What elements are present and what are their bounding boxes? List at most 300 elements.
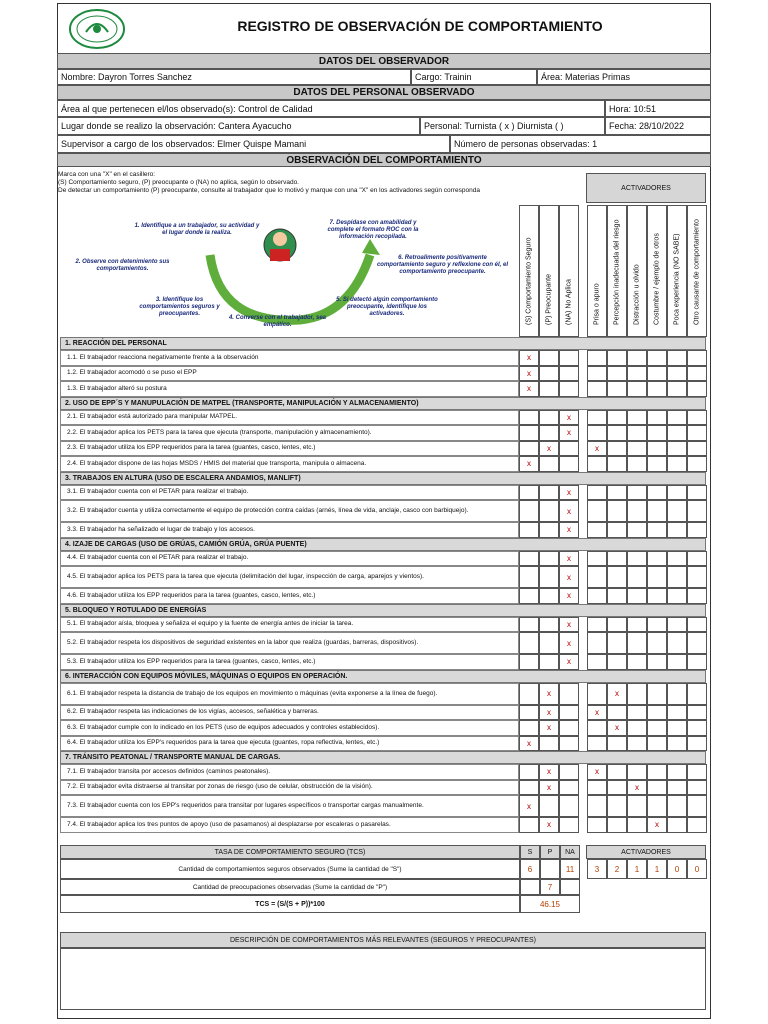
checkbox-cell[interactable] xyxy=(667,350,687,366)
checkbox-cell[interactable] xyxy=(667,566,687,588)
table-row: 4.5. El trabajador aplica los PETS para la tarea que ejecuta (delimitación del lugar, inspección de carga, aparejos y vientos). xyxy=(60,566,519,588)
column-header-label: Poca experiencia (NO SABE) xyxy=(673,233,681,325)
column-header-label: (NA) No Aplica xyxy=(565,279,573,325)
checkbox-cell[interactable] xyxy=(667,780,687,796)
checkbox-cell[interactable] xyxy=(607,617,627,633)
checkbox-cell[interactable] xyxy=(587,410,607,426)
checkbox-cell[interactable] xyxy=(519,566,539,588)
lugar: Lugar donde se realizo la observación: Cantera Ayacucho xyxy=(57,117,420,135)
checkbox-cell[interactable] xyxy=(519,720,539,736)
checkbox-cell[interactable] xyxy=(519,632,539,654)
observer-cargo: Cargo: Trainin xyxy=(411,69,537,85)
checkbox-cell[interactable] xyxy=(519,441,539,457)
section-header: 7. TRÁNSITO PEATONAL / TRANSPORTE MANUAL DE CARGAS. xyxy=(60,751,706,764)
description-textarea[interactable] xyxy=(60,948,706,1010)
checkbox-cell[interactable] xyxy=(587,381,607,397)
checkbox-cell[interactable] xyxy=(587,566,607,588)
column-header xyxy=(667,205,687,337)
checkbox-cell[interactable] xyxy=(627,632,647,654)
table-row: 7.3. El trabajador cuenta con los EPP's requeridos para transitar por lugares específicos o transportar cargas manualmente. xyxy=(60,795,519,817)
checkbox-cell[interactable] xyxy=(539,588,559,604)
section-header: 5. BLOQUEO Y ROTULADO DE ENERGÍAS xyxy=(60,604,706,617)
checkbox-cell[interactable] xyxy=(607,632,627,654)
checkbox-cell[interactable]: x xyxy=(647,817,667,833)
checkbox-cell[interactable] xyxy=(539,551,559,567)
column-header-label: Percepción inadecuada del riesgo xyxy=(613,219,621,325)
checkbox-cell[interactable] xyxy=(559,795,579,817)
process-diagram xyxy=(70,215,510,335)
checkbox-cell[interactable] xyxy=(587,617,607,633)
instruction-line: De detectar un comportamiento (P) preocupante, consulte al trabajador que lo motivó y marque con una "X" en los activadores según corresponda xyxy=(58,187,480,194)
fecha: Fecha: 28/10/2022 xyxy=(605,117,711,135)
checkbox-cell[interactable]: x xyxy=(559,588,579,604)
activator-count: 2 xyxy=(607,859,627,879)
checkbox-cell[interactable] xyxy=(627,366,647,382)
numero-personas: Número de personas observadas: 1 xyxy=(450,135,711,153)
checkbox-cell[interactable]: x xyxy=(559,500,579,522)
company-logo xyxy=(68,8,126,50)
checkbox-cell[interactable] xyxy=(587,425,607,441)
checkbox-cell[interactable] xyxy=(627,654,647,670)
checkbox-cell[interactable] xyxy=(687,500,707,522)
checkbox-cell[interactable] xyxy=(667,485,687,501)
checkbox-cell[interactable]: x xyxy=(607,720,627,736)
checkbox-cell[interactable] xyxy=(539,566,559,588)
checkbox-cell[interactable] xyxy=(687,817,707,833)
checkbox-cell[interactable] xyxy=(647,441,667,457)
step-7: 7. Despídase con amabilidad y complete el formato ROC con la información recopilada. xyxy=(327,220,419,240)
checkbox-cell[interactable] xyxy=(627,720,647,736)
checkbox-cell[interactable]: x xyxy=(539,817,559,833)
checkbox-cell[interactable] xyxy=(607,381,627,397)
table-row: 3.2. El trabajador cuenta y utiliza correctamente el equipo de protección contra caídas (arnés, línea de vida, anclaje, casco con barbiquejo). xyxy=(60,500,519,522)
checkbox-cell[interactable] xyxy=(647,588,667,604)
checkbox-cell[interactable] xyxy=(647,456,667,472)
checkbox-cell[interactable] xyxy=(647,350,667,366)
checkbox-cell[interactable] xyxy=(607,485,627,501)
table-row: 5.2. El trabajador respeta los dispositivos de seguridad existentes en la labor que realiza (guardas, barreras, dispositivos). xyxy=(60,632,519,654)
checkbox-cell[interactable] xyxy=(607,795,627,817)
checkbox-cell[interactable] xyxy=(607,566,627,588)
checkbox-cell[interactable] xyxy=(627,381,647,397)
checkbox-cell[interactable] xyxy=(539,632,559,654)
checkbox-cell[interactable] xyxy=(627,764,647,780)
checkbox-cell[interactable]: x xyxy=(539,441,559,457)
area-observed: Área al que pertenecen el/los observado(s): Control de Calidad xyxy=(57,100,605,117)
table-row: 1.2. El trabajador acomodó o se puso el EPP xyxy=(60,366,519,382)
checkbox-cell[interactable] xyxy=(667,441,687,457)
checkbox-cell[interactable] xyxy=(647,720,667,736)
checkbox-cell[interactable]: x xyxy=(587,441,607,457)
checkbox-cell[interactable] xyxy=(627,522,647,538)
checkbox-cell[interactable] xyxy=(607,410,627,426)
checkbox-cell[interactable] xyxy=(519,410,539,426)
checkbox-cell[interactable] xyxy=(519,551,539,567)
checkbox-cell[interactable] xyxy=(627,500,647,522)
checkbox-cell[interactable] xyxy=(539,654,559,670)
table-row: 6.3. El trabajador cumple con lo indicado en los PETS (uso de equipos adecuados y controles establecidos). xyxy=(60,720,519,736)
instruction-line: Marca con una "X" en el casillero: xyxy=(58,171,156,178)
checkbox-cell[interactable] xyxy=(539,736,559,752)
checkbox-cell[interactable] xyxy=(667,456,687,472)
checkbox-cell[interactable] xyxy=(607,736,627,752)
checkbox-cell[interactable] xyxy=(667,764,687,780)
checkbox-cell[interactable]: x xyxy=(559,632,579,654)
checkbox-cell[interactable] xyxy=(607,366,627,382)
table-row: 2.1. El trabajador está autorizado para manipular MATPEL. xyxy=(60,410,519,426)
checkbox-cell[interactable] xyxy=(559,350,579,366)
checkbox-cell[interactable] xyxy=(519,705,539,721)
checkbox-cell[interactable] xyxy=(647,522,667,538)
checkbox-cell[interactable] xyxy=(559,366,579,382)
checkbox-cell[interactable] xyxy=(587,795,607,817)
checkbox-cell[interactable] xyxy=(559,441,579,457)
checkbox-cell[interactable] xyxy=(627,683,647,705)
personnel-section-title: DATOS DEL PERSONAL OBSERVADO xyxy=(57,85,711,100)
column-header xyxy=(607,205,627,337)
table-row: 7.1. El trabajador transita por accesos definidos (caminos peatonales). xyxy=(60,764,519,780)
checkbox-cell[interactable] xyxy=(627,350,647,366)
table-row: 2.4. El trabajador dispone de las hojas MSDS / HMIS del material que transporta, manipula o almacena. xyxy=(60,456,519,472)
checkbox-cell[interactable] xyxy=(667,588,687,604)
checkbox-cell[interactable] xyxy=(627,795,647,817)
checkbox-cell[interactable] xyxy=(687,441,707,457)
checkbox-cell[interactable]: x xyxy=(539,683,559,705)
checkbox-cell[interactable] xyxy=(519,764,539,780)
checkbox-cell[interactable] xyxy=(627,566,647,588)
checkbox-cell[interactable] xyxy=(687,350,707,366)
checkbox-cell[interactable]: x xyxy=(559,551,579,567)
checkbox-cell[interactable] xyxy=(607,441,627,457)
checkbox-cell[interactable] xyxy=(687,705,707,721)
row1-p xyxy=(540,859,560,879)
checkbox-cell[interactable] xyxy=(647,366,667,382)
checkbox-cell[interactable] xyxy=(647,617,667,633)
checkbox-cell[interactable] xyxy=(587,350,607,366)
checkbox-cell[interactable] xyxy=(559,720,579,736)
table-row: 7.4. El trabajador aplica los tres puntos de apoyo (uso de pasamanos) al desplazarse por escaleras o pasarelas. xyxy=(60,817,519,833)
checkbox-cell[interactable] xyxy=(559,705,579,721)
checkbox-cell[interactable] xyxy=(559,736,579,752)
checkbox-cell[interactable]: x xyxy=(519,456,539,472)
checkbox-cell[interactable] xyxy=(607,551,627,567)
checkbox-cell[interactable] xyxy=(539,425,559,441)
table-row: 6.4. El trabajador utiliza los EPP's requeridos para la tarea que ejecuta (guantes, ropa reflectiva, lentes, etc.) xyxy=(60,736,519,752)
tcs-value: 46.15 xyxy=(520,895,580,913)
checkbox-cell[interactable] xyxy=(607,425,627,441)
checkbox-cell[interactable] xyxy=(647,683,667,705)
checkbox-cell[interactable] xyxy=(539,366,559,382)
checkbox-cell[interactable] xyxy=(539,410,559,426)
checkbox-cell[interactable]: x xyxy=(519,381,539,397)
checkbox-cell[interactable]: x xyxy=(539,780,559,796)
checkbox-cell[interactable]: x xyxy=(587,705,607,721)
checkbox-cell[interactable]: x xyxy=(519,736,539,752)
checkbox-cell[interactable] xyxy=(667,817,687,833)
checkbox-cell[interactable] xyxy=(667,705,687,721)
checkbox-cell[interactable] xyxy=(667,366,687,382)
table-row: 7.2. El trabajador evita distraerse al transitar por zonas de riesgo (uso de celular, obstrucción de la visión). xyxy=(60,780,519,796)
checkbox-cell[interactable] xyxy=(687,654,707,670)
checkbox-cell[interactable] xyxy=(559,817,579,833)
checkbox-cell[interactable] xyxy=(687,551,707,567)
checkbox-cell[interactable]: x xyxy=(627,780,647,796)
column-header xyxy=(687,205,707,337)
personal-shift: Personal: Turnista ( x ) Diurnista ( ) xyxy=(420,117,605,135)
checkbox-cell[interactable] xyxy=(519,654,539,670)
row2-na xyxy=(560,879,580,895)
checkbox-cell[interactable] xyxy=(647,632,667,654)
checkbox-cell[interactable] xyxy=(667,381,687,397)
checkbox-cell[interactable] xyxy=(519,617,539,633)
activator-count: 0 xyxy=(687,859,707,879)
checkbox-cell[interactable] xyxy=(627,485,647,501)
table-row: 1.1. El trabajador reacciona negativamente frente a la observación xyxy=(60,350,519,366)
checkbox-cell[interactable] xyxy=(519,522,539,538)
checkbox-cell[interactable] xyxy=(627,456,647,472)
tcs-title: TASA DE COMPORTAMIENTO SEGURO (TCS) xyxy=(60,845,520,859)
activator-count: 0 xyxy=(667,859,687,879)
checkbox-cell[interactable] xyxy=(647,410,667,426)
checkbox-cell[interactable] xyxy=(539,381,559,397)
step-4: 4. Converse con el trabajador, sea empático. xyxy=(228,315,327,328)
checkbox-cell[interactable] xyxy=(587,817,607,833)
checkbox-cell[interactable] xyxy=(519,683,539,705)
checkbox-cell[interactable] xyxy=(627,410,647,426)
checkbox-cell[interactable] xyxy=(687,456,707,472)
checkbox-cell[interactable] xyxy=(687,588,707,604)
checkbox-cell[interactable]: x xyxy=(559,566,579,588)
checkbox-cell[interactable] xyxy=(647,500,667,522)
checkbox-cell[interactable] xyxy=(587,736,607,752)
table-row: 3.1. El trabajador cuenta con el PETAR para realizar el trabajo. xyxy=(60,485,519,501)
checkbox-cell[interactable] xyxy=(687,683,707,705)
column-header xyxy=(559,205,579,337)
checkbox-cell[interactable] xyxy=(667,500,687,522)
checkbox-cell[interactable] xyxy=(587,654,607,670)
checkbox-cell[interactable] xyxy=(587,366,607,382)
checkbox-cell[interactable] xyxy=(667,617,687,633)
checkbox-cell[interactable]: x xyxy=(519,795,539,817)
checkbox-cell[interactable] xyxy=(627,817,647,833)
checkbox-cell[interactable] xyxy=(607,654,627,670)
checkbox-cell[interactable] xyxy=(687,410,707,426)
checkbox-cell[interactable]: x xyxy=(559,485,579,501)
table-row: 4.4. El trabajador cuenta con el PETAR para realizar el trabajo. xyxy=(60,551,519,567)
checkbox-cell[interactable] xyxy=(607,705,627,721)
checkbox-cell[interactable] xyxy=(587,500,607,522)
checkbox-cell[interactable] xyxy=(687,617,707,633)
checkbox-cell[interactable] xyxy=(687,764,707,780)
checkbox-cell[interactable]: x xyxy=(607,683,627,705)
checkbox-cell[interactable] xyxy=(647,780,667,796)
checkbox-cell[interactable] xyxy=(667,795,687,817)
step-2: 2. Observe con detenimiento sus comportamientos. xyxy=(75,259,170,272)
checkbox-cell[interactable] xyxy=(607,780,627,796)
checkbox-cell[interactable] xyxy=(687,485,707,501)
checkbox-cell[interactable] xyxy=(687,425,707,441)
checkbox-cell[interactable] xyxy=(667,551,687,567)
checkbox-cell[interactable] xyxy=(587,720,607,736)
row3-label: TCS = (S/(S + P))*100 xyxy=(60,895,520,913)
checkbox-cell[interactable] xyxy=(607,500,627,522)
checkbox-cell[interactable] xyxy=(607,817,627,833)
section-header: 4. IZAJE DE CARGAS (USO DE GRÚAS, CAMIÓN GRÚA, GRÚA PUENTE) xyxy=(60,538,706,551)
row2-s xyxy=(520,879,540,895)
checkbox-cell[interactable] xyxy=(687,632,707,654)
checkbox-cell[interactable] xyxy=(587,485,607,501)
checkbox-cell[interactable] xyxy=(587,632,607,654)
checkbox-cell[interactable] xyxy=(647,736,667,752)
checkbox-cell[interactable] xyxy=(687,720,707,736)
observation-section-title: OBSERVACIÓN DEL COMPORTAMIENTO xyxy=(57,153,711,167)
activator-count: 3 xyxy=(587,859,607,879)
checkbox-cell[interactable] xyxy=(539,617,559,633)
checkbox-cell[interactable] xyxy=(647,551,667,567)
checkbox-cell[interactable] xyxy=(667,522,687,538)
checkbox-cell[interactable] xyxy=(647,705,667,721)
checkbox-cell[interactable] xyxy=(519,485,539,501)
checkbox-cell[interactable] xyxy=(647,425,667,441)
supervisor: Supervisor a cargo de los observados: Elmer Quispe Mamani xyxy=(57,135,450,153)
checkbox-cell[interactable] xyxy=(667,410,687,426)
checkbox-cell[interactable] xyxy=(687,381,707,397)
checkbox-cell[interactable] xyxy=(667,736,687,752)
checkbox-cell[interactable] xyxy=(667,720,687,736)
checkbox-cell[interactable]: x xyxy=(519,350,539,366)
checkbox-cell[interactable] xyxy=(587,780,607,796)
tcs-col-p: P xyxy=(540,845,560,859)
checkbox-cell[interactable] xyxy=(539,350,559,366)
checkbox-cell[interactable] xyxy=(587,551,607,567)
column-header xyxy=(539,205,559,337)
checkbox-cell[interactable] xyxy=(667,425,687,441)
column-header xyxy=(647,205,667,337)
checkbox-cell[interactable] xyxy=(647,795,667,817)
checkbox-cell[interactable]: x xyxy=(559,410,579,426)
checkbox-cell[interactable] xyxy=(627,425,647,441)
step-1: 1. Identifique a un trabajador, su actividad y el lugar donde la realiza. xyxy=(134,223,260,236)
checkbox-cell[interactable] xyxy=(687,736,707,752)
checkbox-cell[interactable] xyxy=(687,522,707,538)
summary-activators-title: ACTIVADORES xyxy=(586,845,706,859)
checkbox-cell[interactable] xyxy=(607,588,627,604)
checkbox-cell[interactable]: x xyxy=(539,705,559,721)
checkbox-cell[interactable] xyxy=(587,588,607,604)
checkbox-cell[interactable] xyxy=(627,736,647,752)
row2-label: Cantidad de preocupaciones observadas (Sume la cantidad de "P") xyxy=(60,879,520,895)
checkbox-cell[interactable] xyxy=(647,654,667,670)
checkbox-cell[interactable]: x xyxy=(539,764,559,780)
observer-name: Nombre: Dayron Torres Sanchez xyxy=(57,69,411,85)
row1-na: 11 xyxy=(560,859,580,879)
checkbox-cell[interactable] xyxy=(559,456,579,472)
checkbox-cell[interactable] xyxy=(607,764,627,780)
checkbox-cell[interactable]: x xyxy=(519,366,539,382)
column-header xyxy=(587,205,607,337)
checkbox-cell[interactable] xyxy=(687,795,707,817)
checkbox-cell[interactable]: x xyxy=(559,522,579,538)
checkbox-cell[interactable] xyxy=(519,425,539,441)
checkbox-cell[interactable] xyxy=(607,456,627,472)
checkbox-cell[interactable] xyxy=(627,441,647,457)
checkbox-cell[interactable] xyxy=(539,485,559,501)
step-3: 3. Identifique los comportamientos seguros y preocupantes. xyxy=(139,297,220,317)
table-row: 2.2. El trabajador aplica los PETS para la tarea que ejecuta (transporte, manipulación y almacenamiento). xyxy=(60,425,519,441)
checkbox-cell[interactable] xyxy=(559,780,579,796)
checkbox-cell[interactable] xyxy=(627,705,647,721)
table-row: 5.1. El trabajador aísla, bloquea y señaliza el equipo y la fuente de energía antes de iniciar la tarea. xyxy=(60,617,519,633)
checkbox-cell[interactable] xyxy=(647,764,667,780)
checkbox-cell[interactable]: x xyxy=(539,720,559,736)
checkbox-cell[interactable] xyxy=(687,366,707,382)
hora: Hora: 10:51 xyxy=(605,100,711,117)
column-header xyxy=(519,205,539,337)
checkbox-cell[interactable] xyxy=(519,588,539,604)
checkbox-cell[interactable]: x xyxy=(559,617,579,633)
table-row: 3.3. El trabajador ha señalizado el lugar de trabajo y los accesos. xyxy=(60,522,519,538)
row1-s: 6 xyxy=(520,859,540,879)
observer-section-title: DATOS DEL OBSERVADOR xyxy=(57,53,711,69)
checkbox-cell[interactable] xyxy=(539,500,559,522)
checkbox-cell[interactable] xyxy=(519,817,539,833)
checkbox-cell[interactable] xyxy=(559,764,579,780)
checkbox-cell[interactable] xyxy=(587,456,607,472)
table-row: 2.3. El trabajador utiliza los EPP requeridos para la tarea (guantes, casco, lentes, etc.) xyxy=(60,441,519,457)
checkbox-cell[interactable]: x xyxy=(559,425,579,441)
checkbox-cell[interactable] xyxy=(539,522,559,538)
checkbox-cell[interactable] xyxy=(627,617,647,633)
checkbox-cell[interactable] xyxy=(687,780,707,796)
checkbox-cell[interactable] xyxy=(607,522,627,538)
checkbox-cell[interactable] xyxy=(687,566,707,588)
description-title: DESCRIPCIÓN DE COMPORTAMIENTOS MÁS RELEVANTES (SEGUROS Y PREOCUPANTES) xyxy=(60,932,706,948)
column-header-label: Distracción u olvido xyxy=(633,264,641,325)
column-header xyxy=(627,205,647,337)
checkbox-cell[interactable] xyxy=(539,456,559,472)
column-header-label: Costumbre / ejemplo de otros xyxy=(653,233,661,325)
checkbox-cell[interactable] xyxy=(559,683,579,705)
instructions xyxy=(58,171,518,207)
activator-count: 1 xyxy=(627,859,647,879)
checkbox-cell[interactable] xyxy=(627,588,647,604)
page-title: REGISTRO DE OBSERVACIÓN DE COMPORTAMIENTO xyxy=(237,18,603,34)
checkbox-cell[interactable] xyxy=(519,500,539,522)
column-header-label: (P) Preocupante xyxy=(545,274,553,325)
step-6: 6. Retroalimente positivamente comportamiento seguro y reflexione con él, el comportamiento preocupante. xyxy=(376,255,509,275)
checkbox-cell[interactable] xyxy=(667,683,687,705)
checkbox-cell[interactable] xyxy=(667,654,687,670)
checkbox-cell[interactable] xyxy=(647,381,667,397)
checkbox-cell[interactable] xyxy=(647,485,667,501)
table-row: 1.3. El trabajador alteró su postura xyxy=(60,381,519,397)
checkbox-cell[interactable] xyxy=(539,795,559,817)
checkbox-cell[interactable] xyxy=(587,522,607,538)
checkbox-cell[interactable]: x xyxy=(587,764,607,780)
checkbox-cell[interactable]: x xyxy=(559,654,579,670)
section-header: 1. REACCIÓN DEL PERSONAL xyxy=(60,337,706,350)
activators-title: ACTIVADORES xyxy=(586,173,706,203)
checkbox-cell[interactable] xyxy=(587,683,607,705)
checkbox-cell[interactable] xyxy=(667,632,687,654)
checkbox-cell[interactable] xyxy=(559,381,579,397)
row1-label: Cantidad de comportamientos seguros observados (Sume la cantidad de "S") xyxy=(60,859,520,879)
checkbox-cell[interactable] xyxy=(519,780,539,796)
checkbox-cell[interactable] xyxy=(627,551,647,567)
checkbox-cell[interactable] xyxy=(607,350,627,366)
column-header-label: Prisa o apuro xyxy=(593,283,601,325)
checkbox-cell[interactable] xyxy=(647,566,667,588)
